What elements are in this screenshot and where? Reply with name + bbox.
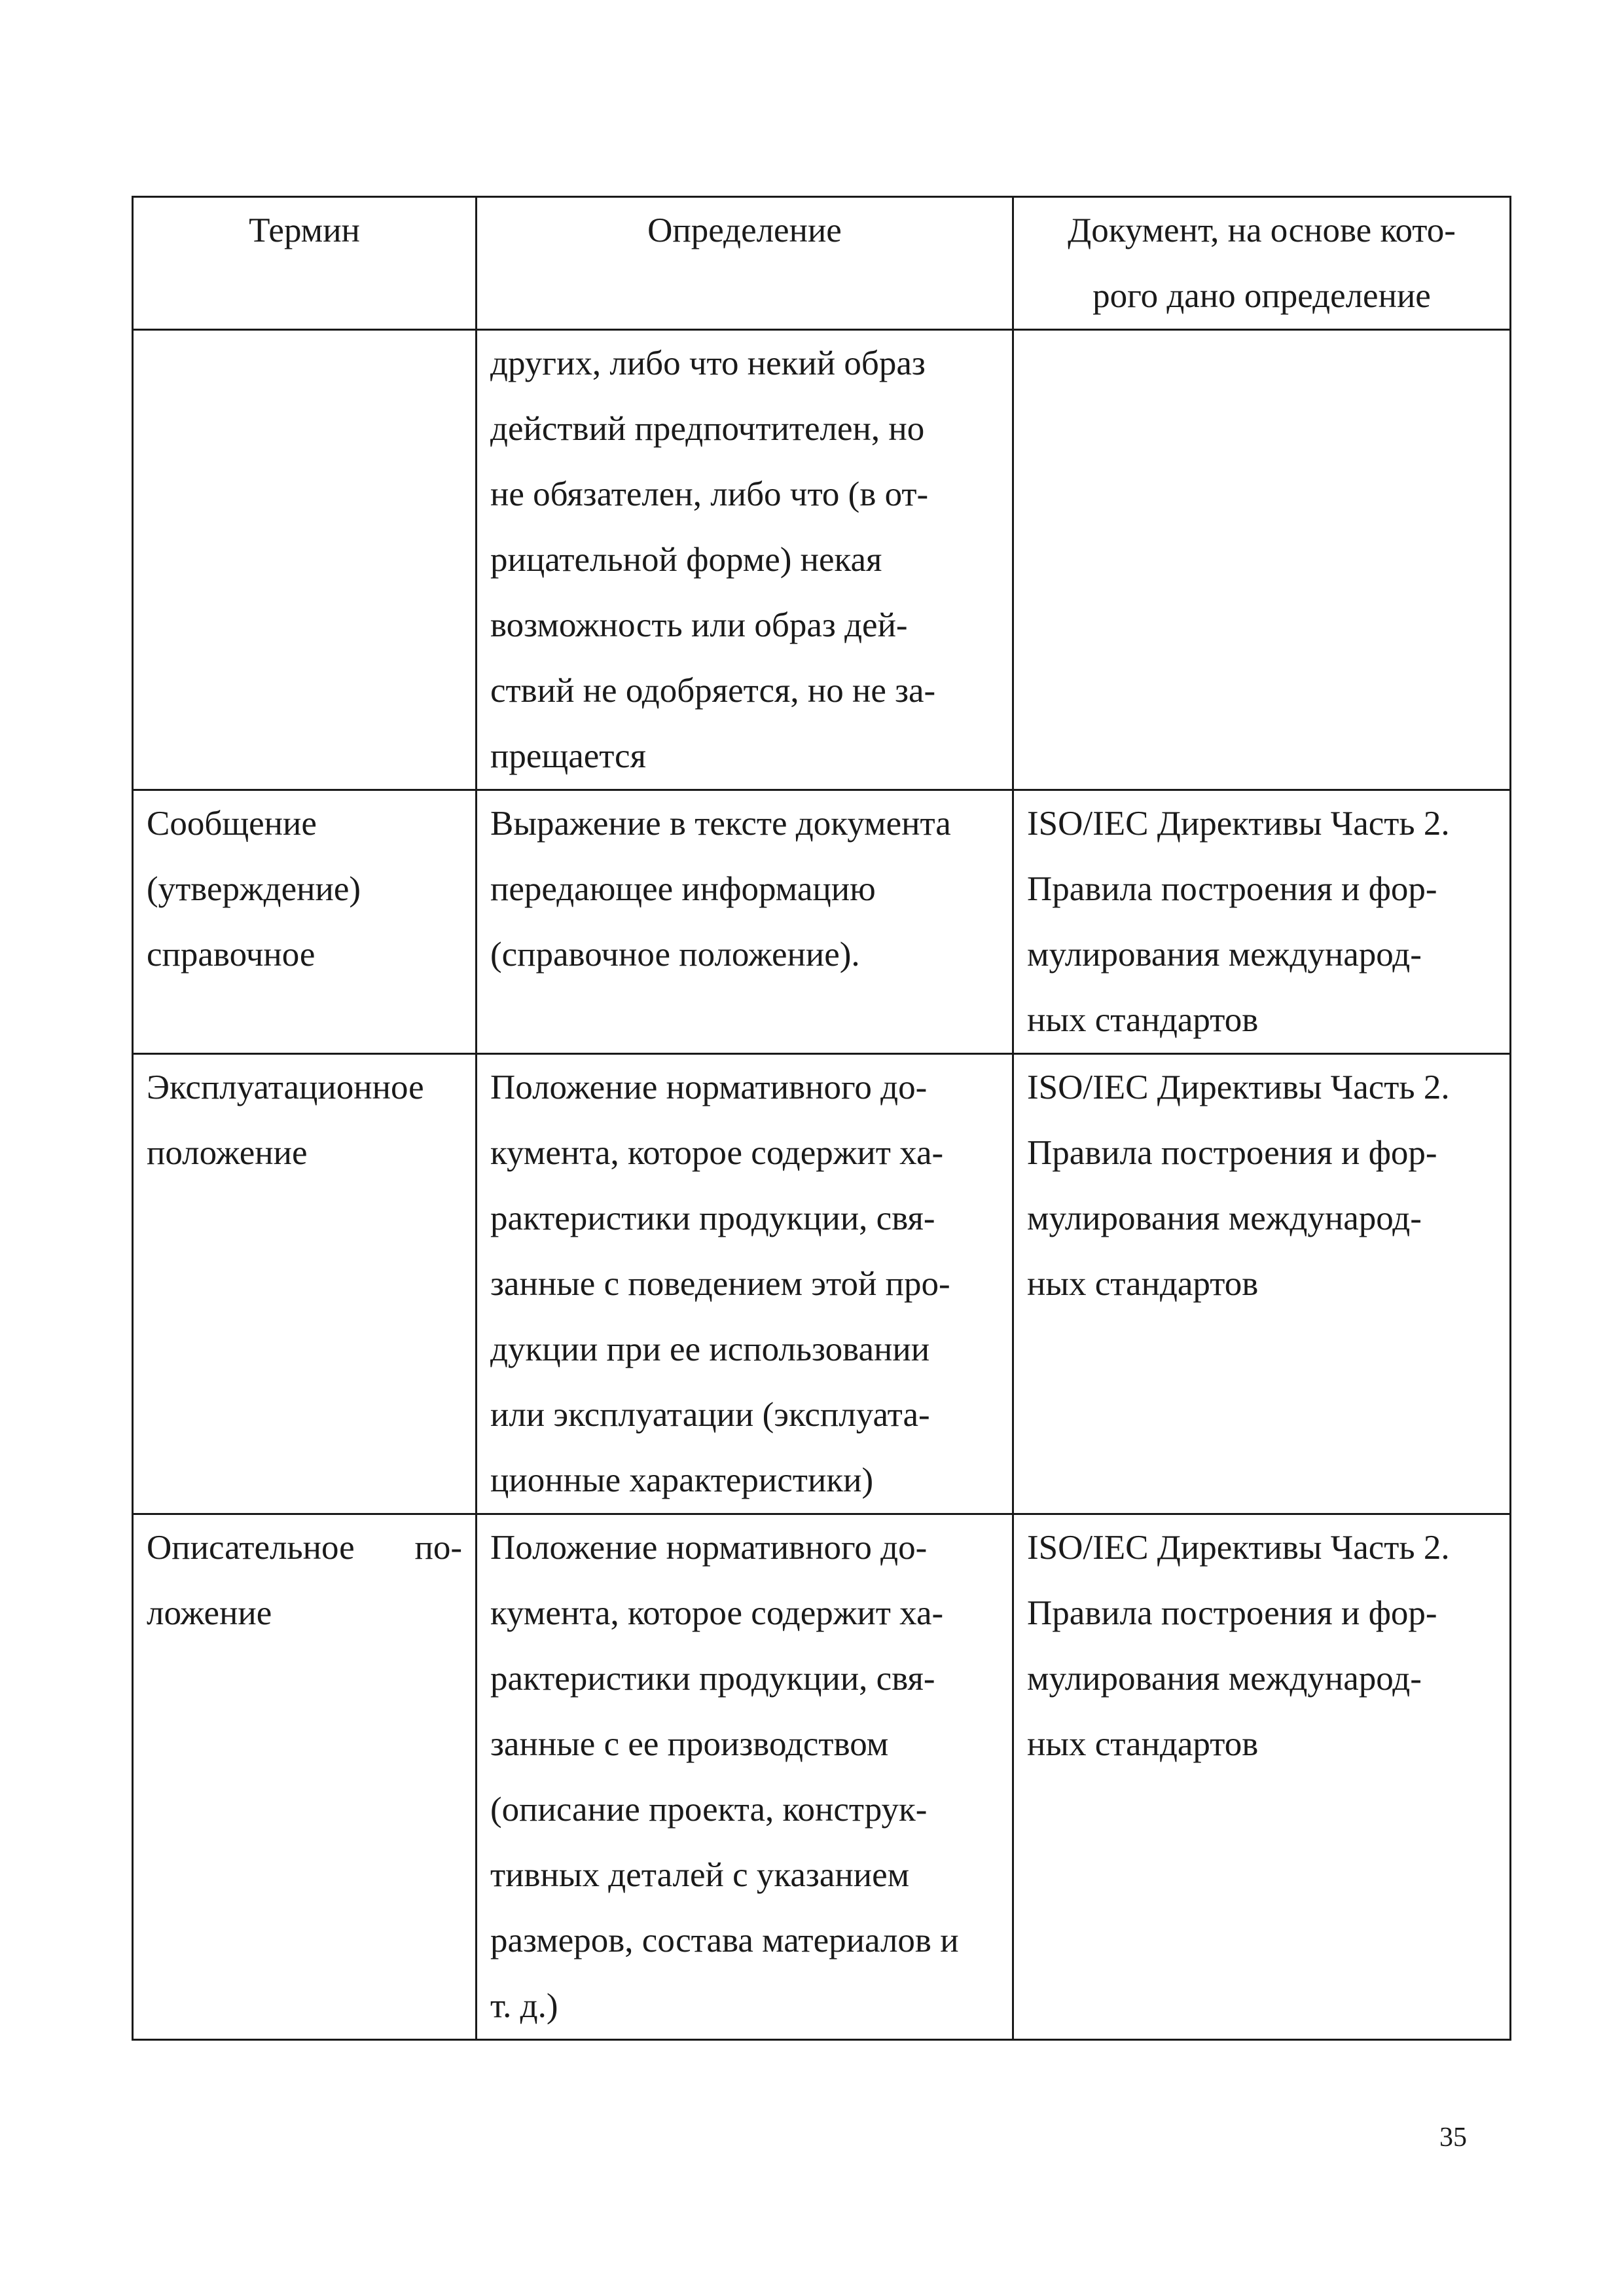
term-cell xyxy=(133,330,477,790)
table-row xyxy=(133,790,1511,1054)
document-cell: ISO/IEC Директивы Часть 2. Правила построения и фор- мулирования международ- ных стандартов xyxy=(1013,790,1511,1054)
header-term: Термин xyxy=(133,197,477,330)
table-header-row xyxy=(133,197,1511,330)
term-cell: Сообщение (утверждение) справочное xyxy=(133,790,477,1054)
definition-cell: Выражение в тексте документа передающее информацию (справочное положение). xyxy=(477,790,1013,1054)
definitions-table xyxy=(132,196,1511,2041)
document-cell xyxy=(1013,330,1511,790)
table-row xyxy=(133,1514,1511,2040)
document-cell: ISO/IEC Директивы Часть 2. Правила построения и фор- мулирования международ- ных стандартов xyxy=(1013,1514,1511,2040)
table-row xyxy=(133,1054,1511,1514)
table-row xyxy=(133,330,1511,790)
definition-cell: других, либо что некий образ действий предпочтителен, но не обязателен, либо что (в от- рицательной форме) некая возможность или образ дей- ствий не одобряется, но не за- прещается xyxy=(477,330,1013,790)
term-cell: Эксплуатационное положение xyxy=(133,1054,477,1514)
term-cell: Описательное по- ложение xyxy=(133,1514,477,2040)
definition-cell: Положение нормативного до- кумента, которое содержит ха- рактеристики продукции, свя- занные с поведением этой про- дукции при ее использовании или эксплуатации (эксплуата- ционные характеристики) xyxy=(477,1054,1013,1514)
document-cell: ISO/IEC Директивы Часть 2. Правила построения и фор- мулирования международ- ных стандартов xyxy=(1013,1054,1511,1514)
page-number: 35 xyxy=(1439,2123,1467,2153)
header-definition: Определение xyxy=(477,197,1013,330)
definition-cell: Положение нормативного до- кумента, которое содержит ха- рактеристики продукции, свя- занные с ее производством (описание проекта, конструк- тивных деталей с указанием размеров, состава материалов и т. д.) xyxy=(477,1514,1013,2040)
header-document: Документ, на основе кото- рого дано определение xyxy=(1013,197,1511,330)
